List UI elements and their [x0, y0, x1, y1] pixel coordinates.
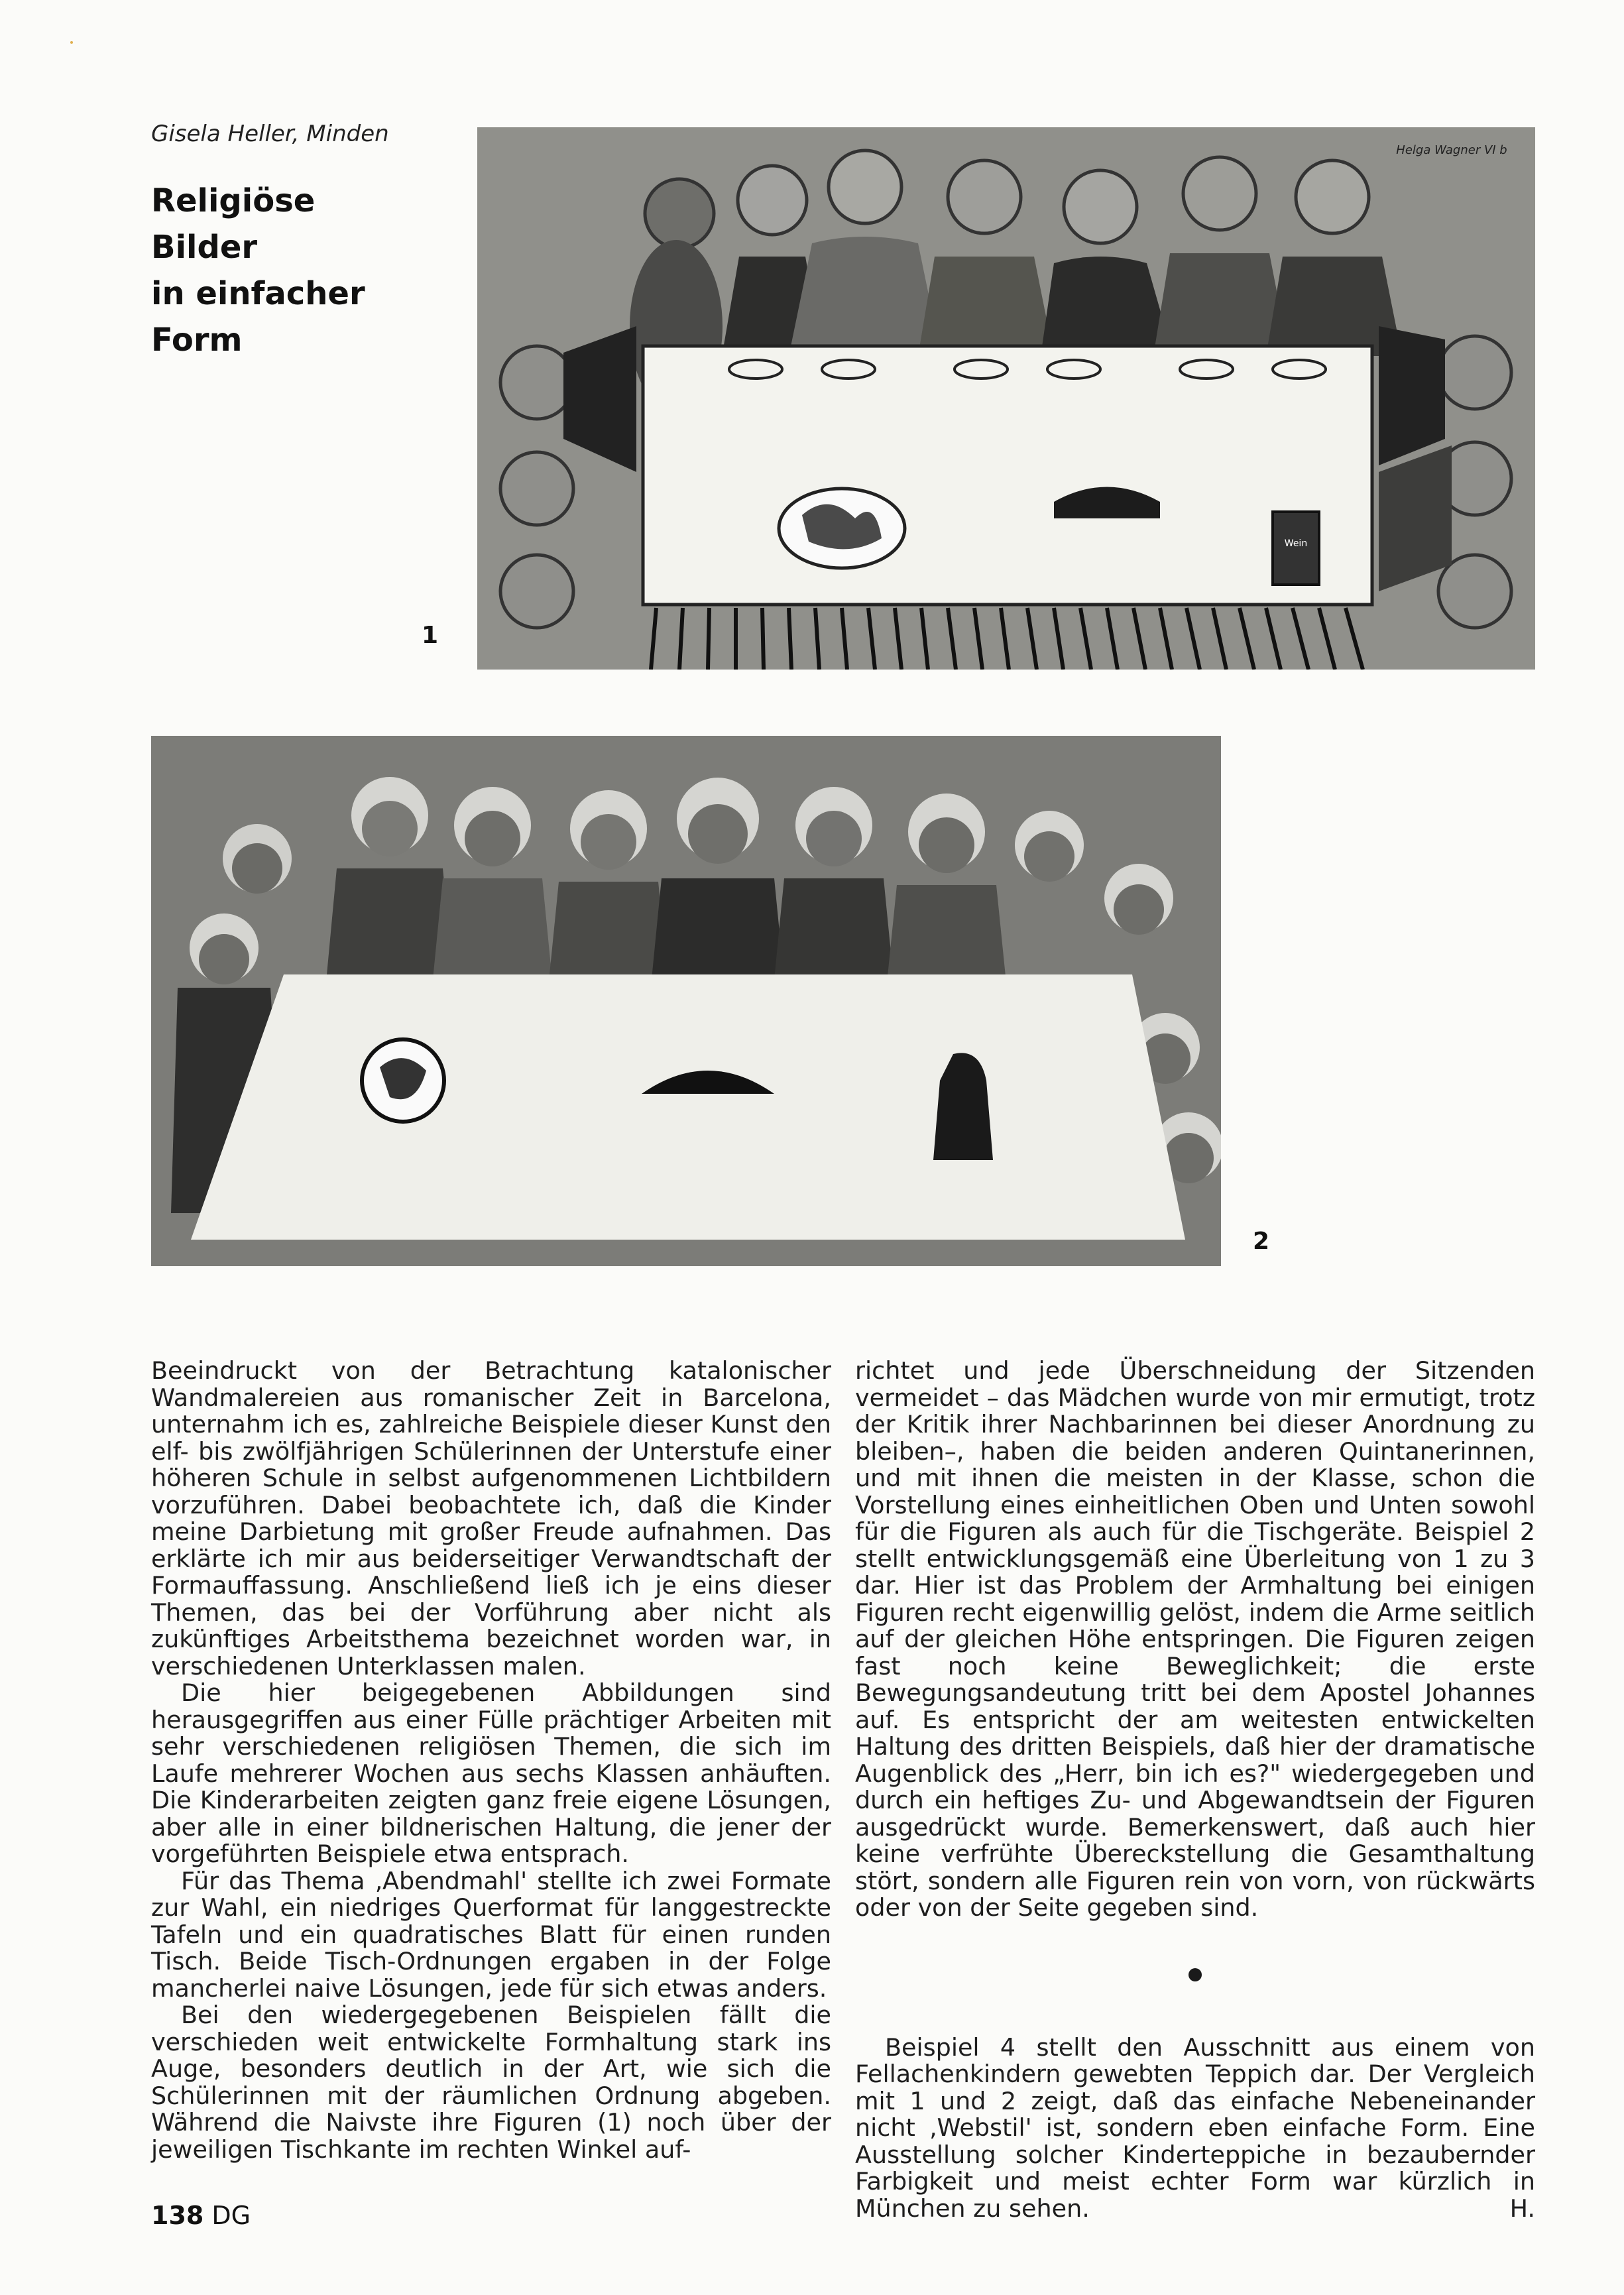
jug-label: Wein — [1284, 538, 1308, 549]
artist-signature: Helga Wagner VI b — [1396, 143, 1507, 157]
paragraph: richtet und jede Überschneidung der Sitzenden vermeidet – das Mädchen wurde von mir ermutigt, trotz der Kritik ihrer Nachbarinnen bei dieser Anordnung zu bleiben–, haben die beiden anderen Quintanerinnen, und mit ihnen die meisten in der Klasse, schon die Vorstellung eines einheitlichen Oben und Unten sowohl für die Figuren als auch für die Tischgeräte. Beispiel 2 stellt entwicklungsgemäß eine Überleitung von 1 zu 3 dar. Hier ist das Problem der Armhaltung bei einigen Figuren recht eigenwillig gelöst, indem die Arme seitlich auf der gleichen Höhe entspringen. Die Figuren zeigen fast noch keine Beweglichkeit; die erste Bewegungsandeutung tritt bei dem Apostel Johannes auf. Es entspricht der am weitesten entwickelten Haltung des dritten Beispiels, daß hier der dramatische Augenblick des „Herr, bin ich es?" wiedergegeben und durch ein heftiges Zu- und Abgewandtsein der Figuren ausgedrückt wurde. Bemerkenswert, daß auch hier keine verfrühte Übereckstellung die Gesamthaltung stört, sondern alle Figuren rein von vorn, von rückwärts oder von der Seite gegeben sind. — [855, 1356, 1535, 1922]
paragraph — [855, 2034, 1535, 2223]
article-title — [151, 178, 430, 363]
figure-2-number: 2 — [1253, 1228, 1270, 1255]
table-cloth — [191, 974, 1185, 1240]
left-column — [151, 1358, 831, 2163]
paragraph: Für das Thema ‚Abendmahl' stellte ich zwei Formate zur Wahl, ein niedriges Querformat für langgestreckte Tafeln und ein quadratisches Blatt für einen runden Tisch. Beide Tisch-Ordnungen ergaben in der Folge mancherlei naive Lösungen, jede für sich etwas anders. — [151, 1866, 831, 2003]
paragraph: Bei den wiedergegebenen Beispielen fällt die verschieden weit entwickelte Formhaltung stark ins Auge, besonders deutlich in der Art, wie sich die Schülerinnen mit der räumlichen Ordnung abgeben. Während die Naivste ihre Figuren (1) noch über der jeweiligen Tischkante im rechten Winkel auf- — [151, 2001, 831, 2164]
print-speck — [70, 41, 73, 44]
figure-1-number: 1 — [422, 622, 439, 649]
author-initial: H. — [1509, 2194, 1535, 2223]
paragraph: Die hier beigegebenen Abbildungen sind herausgegriffen aus einer Fülle prächtiger Arbeiten mit sehr verschiedenen religiösen Themen, die sich im Laufe mehrerer Wochen aus sechs Klassen anhäuften. Die Kinderarbeiten zeigten ganz freie eigene Lösungen, aber alle in einer bildnerischen Haltung, die jener der vorgeführten Beispiele etwa entsprach. — [151, 1678, 831, 1868]
right-column — [855, 1358, 1535, 2222]
paragraph: Beeindruckt von der Betrachtung katalonischer Wandmalereien aus romanischer Zeit in Barcelona, unternahm ich es, zahlreiche Beispiele dieser Kunst den elf- bis zwölfjährigen Schülerinnen der Unterstufe einer höheren Schule in selbst aufgenommenen Lichtbildern vorzuführen. Dabei beobachtete ich, daß die Kinder meine Darbietung mit großer Freude aufnahmen. Das erklärte ich mir aus beiderseitiger Verwandtschaft der Formauffassung. Anschließend ließ ich je eins dieser Themen, das bei der Vorführung aber nicht als zukünftiges Arbeitsthema bezeichnet worden war, in verschiedenen Unterklassen malen. — [151, 1356, 831, 1680]
page-number: 138 — [151, 2201, 204, 2230]
title-line-1: Religiöse Bilder — [151, 182, 316, 266]
author-line: Gisela Heller, Minden — [151, 121, 389, 147]
paragraph-text: Beispiel 4 stellt den Ausschnitt aus einem von Fellachenkindern gewebten Teppich dar. Der Vergleich mit 1 und 2 zeigt, daß das einfache Nebeneinander nicht ‚Webstil' ist, sondern eben einfache Form. Eine Ausstellung solcher Kinderteppiche in bezaubernder Farbigkeit und meist echter Form war kürzlich in München zu sehen. — [855, 2032, 1535, 2223]
figure-2-image — [151, 736, 1221, 1266]
section-divider-dot — [1189, 1968, 1202, 1981]
journal-abbreviation: DG — [211, 2201, 251, 2230]
table-top — [643, 346, 1372, 605]
figure-1-image — [477, 127, 1535, 670]
page-footer — [151, 2201, 251, 2230]
title-line-2: in einfacher Form — [151, 275, 365, 359]
